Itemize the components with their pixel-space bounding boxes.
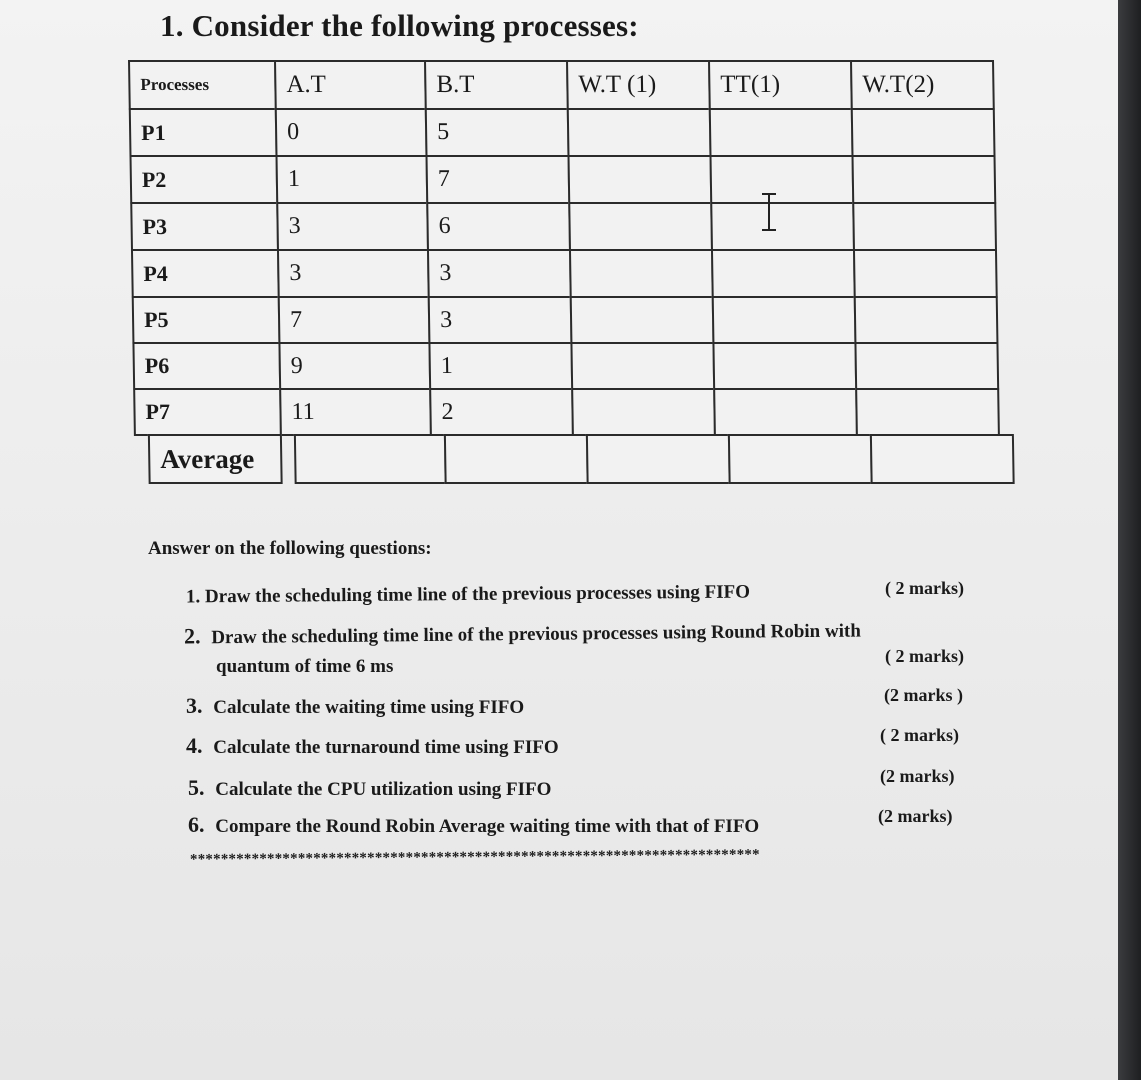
cell-waiting-time-1 — [570, 296, 715, 344]
question-2-number: 2. — [183, 623, 201, 649]
header-wt1: W.T (1) — [566, 60, 711, 110]
cell-waiting-time-2 — [854, 342, 999, 390]
cell-waiting-time-1 — [568, 202, 713, 251]
cell-turnaround-time-1 — [711, 249, 856, 298]
cell-burst-time: 1 — [428, 342, 573, 390]
process-table — [128, 60, 999, 482]
cell-waiting-time-1 — [567, 155, 712, 204]
question-6-marks: (2 marks) — [878, 806, 953, 826]
question-4-number: 4. — [186, 733, 203, 758]
cell-process: P4 — [131, 249, 280, 298]
average-wt1 — [586, 434, 731, 484]
cell-turnaround-time-1 — [712, 342, 857, 390]
question-4-text: Calculate the turnaround time using FIFO — [213, 737, 559, 758]
cell-process: P7 — [133, 388, 282, 436]
cell-arrival-time: 3 — [277, 249, 430, 298]
question-2-continuation: quantum of time 6 ms — [216, 656, 394, 677]
average-tt1 — [728, 434, 873, 484]
cell-burst-time: 5 — [425, 108, 570, 157]
cell-waiting-time-1 — [567, 108, 712, 157]
screen-edge — [1118, 0, 1141, 1080]
cell-turnaround-time-1 — [712, 296, 857, 344]
cell-burst-time: 6 — [426, 202, 571, 251]
question-2-marks: ( 2 marks) — [885, 646, 964, 666]
header-at: A.T — [274, 60, 427, 110]
cell-process: P6 — [132, 342, 281, 390]
separator-line: ************************************************************************** — [189, 847, 760, 868]
cell-waiting-time-1 — [570, 342, 715, 390]
cell-waiting-time-1 — [569, 249, 714, 298]
question-1-text: Draw the scheduling time line of the previous processes using FIFO — [204, 581, 751, 608]
cell-waiting-time-2 — [851, 108, 996, 157]
header-proc: Processes — [128, 60, 277, 110]
cell-turnaround-time-1 — [709, 108, 854, 157]
question-6 — [188, 812, 759, 838]
question-5-number: 5. — [188, 775, 205, 800]
question-3 — [186, 693, 524, 719]
question-4-marks: ( 2 marks) — [880, 725, 959, 745]
question-5 — [188, 775, 551, 801]
header-wt2: W.T(2) — [850, 60, 995, 110]
question-5-marks: (2 marks) — [880, 766, 955, 786]
cell-burst-time: 3 — [428, 296, 573, 344]
question-3-number: 3. — [186, 693, 203, 718]
question-4 — [186, 733, 559, 759]
question-5-text: Calculate the CPU utilization using FIFO — [215, 779, 552, 800]
cell-process: P5 — [132, 296, 281, 344]
text-cursor-icon — [760, 192, 778, 232]
cell-arrival-time: 11 — [279, 388, 432, 436]
answer-heading: Answer on the following questions: — [148, 538, 432, 559]
cell-waiting-time-2 — [853, 249, 998, 298]
header-bt: B.T — [424, 60, 569, 110]
cell-arrival-time: 9 — [278, 342, 431, 390]
cell-process: P1 — [129, 108, 278, 157]
cell-waiting-time-2 — [851, 155, 996, 204]
question-3-text: Calculate the waiting time using FIFO — [213, 697, 525, 718]
page-title: 1. Consider the following processes: — [160, 8, 639, 43]
cell-turnaround-time-1 — [709, 155, 854, 204]
header-tt1: TT(1) — [708, 60, 853, 110]
cell-waiting-time-2 — [854, 296, 999, 344]
cell-process: P2 — [129, 155, 278, 204]
cell-arrival-time: 0 — [275, 108, 428, 157]
question-2-text: Draw the scheduling time line of the previous processes using Round Robin with — [211, 620, 861, 649]
cell-waiting-time-1 — [571, 388, 716, 436]
cell-turnaround-time-1 — [710, 202, 855, 251]
cell-arrival-time: 1 — [275, 155, 428, 204]
cell-burst-time: 3 — [427, 249, 572, 298]
cell-waiting-time-2 — [852, 202, 997, 251]
question-1-marks: ( 2 marks) — [885, 578, 964, 598]
cell-waiting-time-2 — [855, 388, 1000, 436]
average-bt — [444, 434, 589, 484]
average-label: Average — [148, 434, 283, 484]
question-6-number: 6. — [188, 812, 205, 837]
average-wt2 — [870, 434, 1015, 484]
cell-burst-time: 7 — [425, 155, 570, 204]
cell-burst-time: 2 — [429, 388, 574, 436]
cell-arrival-time: 3 — [276, 202, 429, 251]
cell-arrival-time: 7 — [278, 296, 431, 344]
question-3-marks: (2 marks ) — [884, 685, 963, 705]
average-at — [294, 434, 447, 484]
question-1-number: 1. — [185, 586, 201, 608]
cell-turnaround-time-1 — [713, 388, 858, 436]
cell-process: P3 — [130, 202, 279, 251]
question-6-text: Compare the Round Robin Average waiting time with that of FIFO — [215, 816, 760, 837]
